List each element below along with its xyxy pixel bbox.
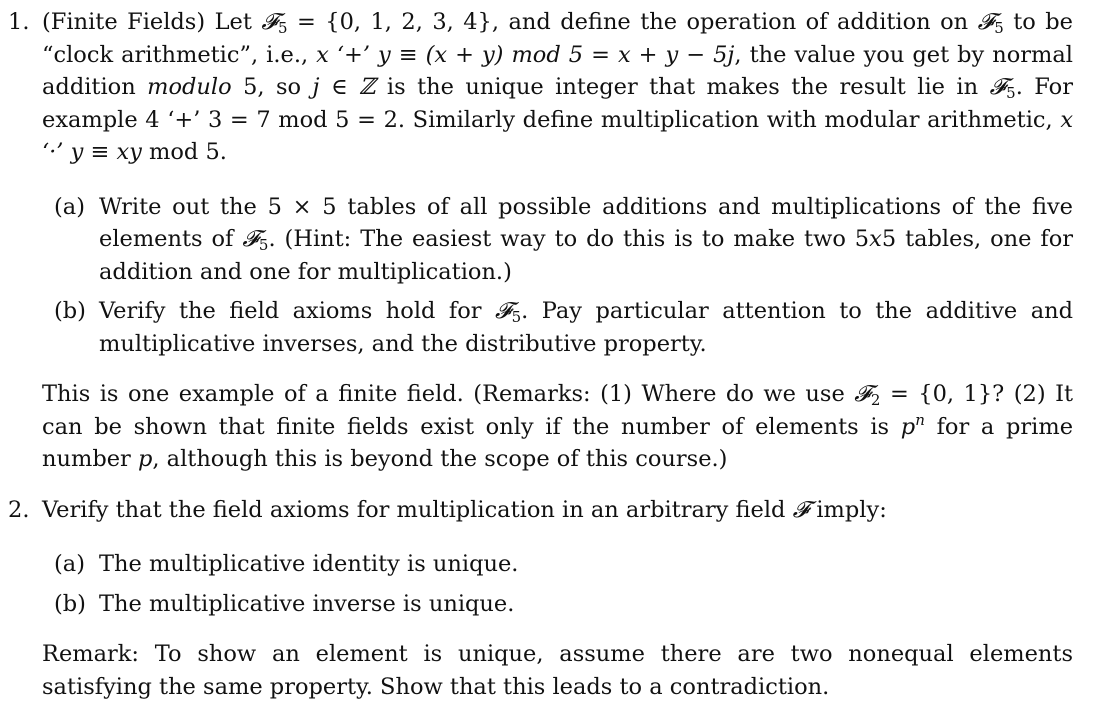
part-a <box>54 191 1073 289</box>
field-symbol: 𝓕 <box>793 497 810 523</box>
text-run: . For example 4 ‘+’ 3 = 7 mod 5 = 2. Similarly define multiplication with modular arithmetic, <box>42 74 1073 133</box>
finite-field-remark: This is one example of a finite field. (Remarks: (1) Where do we use 𝓕$_2$ = {0, 1}? (2) It can be shown that finite fields exist only if the number of elements is $p^n$ for a prime number p, although this is beyond the scope of this course.) <box>42 378 1073 476</box>
problem-1 <box>8 6 1073 476</box>
problem-2-statement: Verify that the field axioms for multiplication in an arbitrary field 𝓕 imply: (a) The multiplicative identity is unique. (b) The multiplicative inverse is unique. Remark: To show an element is unique, assume there are two nonequal elements satisfying the same property. Show that this leads to a contradiction. <box>42 494 1073 703</box>
text-run: 5, so <box>243 74 301 100</box>
problem-2-parts <box>42 548 1073 620</box>
part-label: (a) <box>54 548 99 581</box>
part-text: Write out the 5 × 5 tables of all possible additions and multiplications of the five elements of 𝓕$_5$. (Hint: The easiest way to do this is to make two 5x5 tables, one for addition and one for multiplication.) <box>99 191 1073 289</box>
problem-number: 2. <box>8 494 42 527</box>
problem-1-statement <box>42 6 1073 476</box>
text-run: is the unique integer that makes the result lie in <box>387 74 978 100</box>
text-run: = {0, 1, 2, 3, 4}, and define the operation of addition on <box>297 9 968 35</box>
text-run: to be “clock arithmetic”, i.e., <box>42 9 1073 68</box>
emphasis: modulo <box>147 74 232 100</box>
text-run: , the value you get by normal addition <box>42 42 1073 101</box>
part-text: Verify the field axioms hold for 𝓕$_5$. Pay particular attention to the additive and multiplicative inverses, and the distributive property. <box>99 295 1073 360</box>
part-text: The multiplicative identity is unique. <box>99 548 1073 581</box>
part-label: (a) <box>54 191 99 224</box>
problem-2 <box>8 494 1073 703</box>
part-text: The multiplicative inverse is unique. <box>99 588 1073 621</box>
part-label: (b) <box>54 588 99 621</box>
part-b <box>54 588 1073 621</box>
field-symbol: 𝓕$_5$ <box>261 9 287 35</box>
field-symbol: 𝓕$_5$ <box>990 74 1016 100</box>
part-b <box>54 295 1073 360</box>
problem-number: 1. <box>8 6 42 39</box>
part-a <box>54 548 1073 581</box>
text-run: Let <box>215 9 252 35</box>
text-run: mod 5. <box>149 139 227 165</box>
part-label: (b) <box>54 295 99 328</box>
problem-1-parts <box>42 191 1073 361</box>
uniqueness-remark: Remark: To show an element is unique, assume there are two nonequal elements satisfying the same property. Show that this leads to a contradiction. <box>42 638 1073 703</box>
problem-title: (Finite Fields) <box>42 9 205 35</box>
field-symbol: 𝓕$_5$ <box>978 9 1004 35</box>
integer-membership: j ∈ ℤ <box>313 74 376 100</box>
addition-definition: x ‘+’ y ≡ (x + y) mod 5 = x + y − 5j <box>316 42 734 68</box>
multiplication-definition: x ‘·’ y ≡ xy <box>42 107 1073 166</box>
